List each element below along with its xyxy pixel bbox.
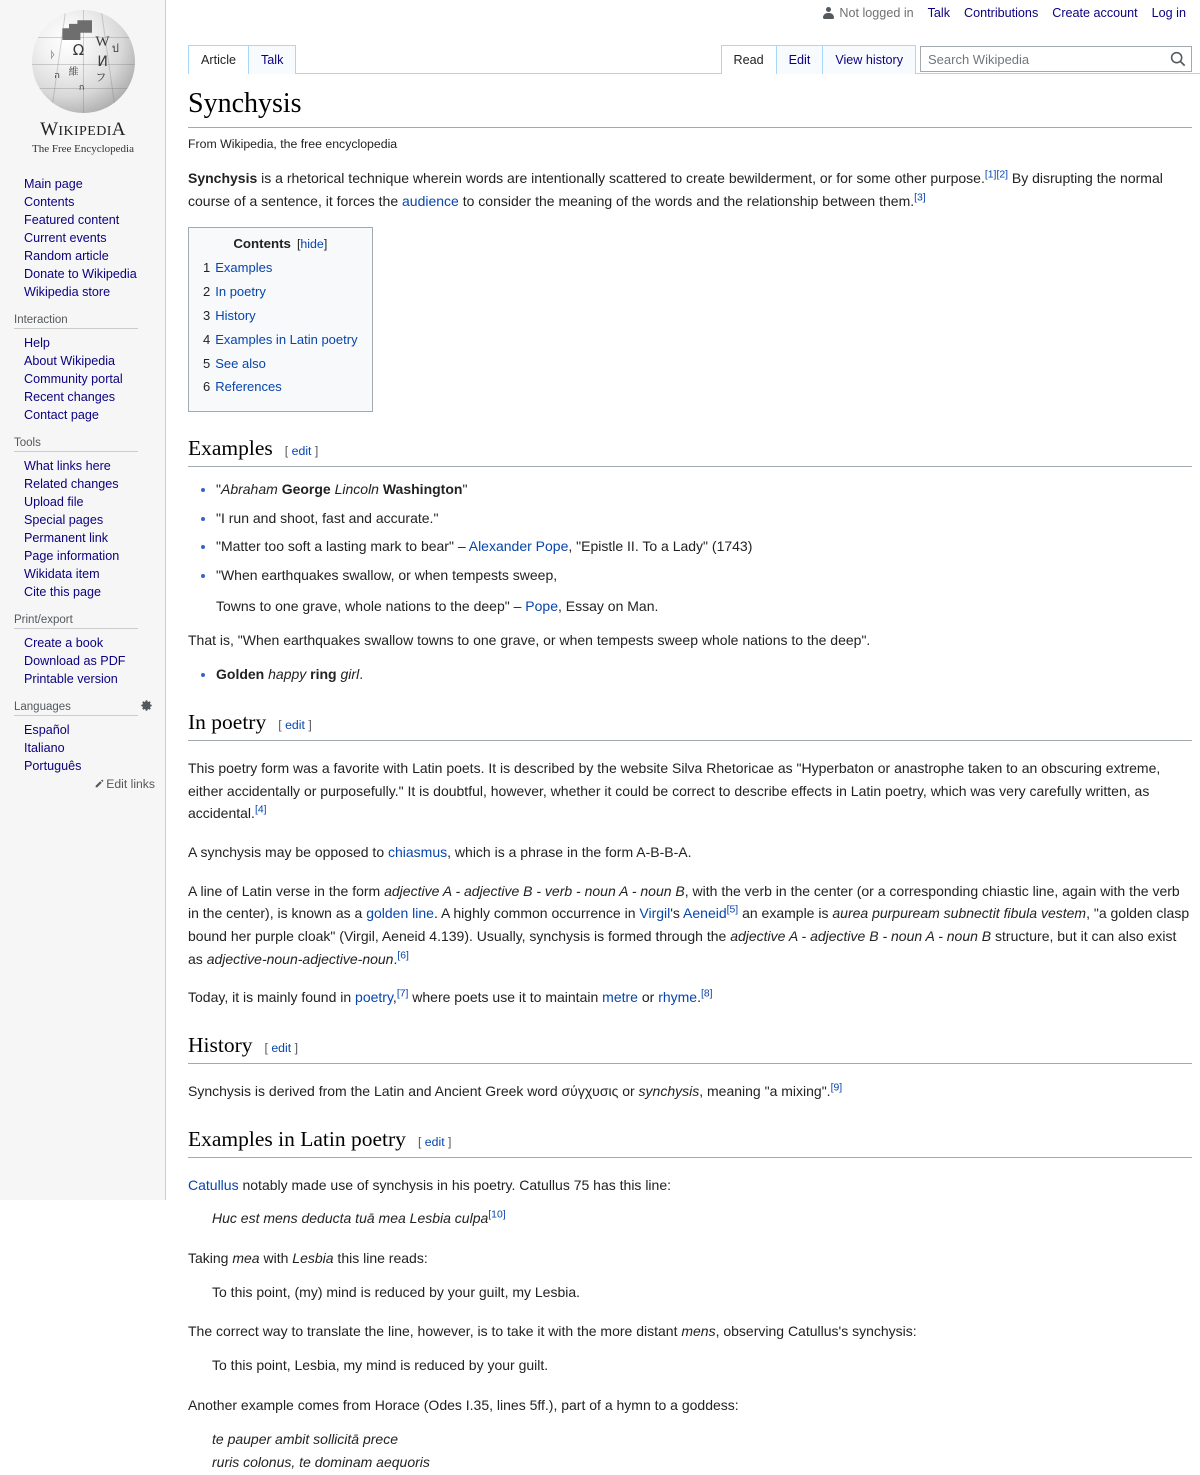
sidebar-heading-languages: Languages (14, 701, 138, 716)
section-heading-examples (188, 436, 1192, 467)
in-poetry-paragraph-1: This poetry form was a favorite with Latin poets. It is described by the website Silva Rhetoricae as "Hyperbaton or anastrophe taken to an obscuring extreme, either accidentally or purposefully." It is doubtful, however, whether it could be correct to describe effects in Latin poetry, which was very carefully written, as accidental.[4] (188, 759, 1161, 822)
sidebar-item-help[interactable]: Help (24, 336, 50, 350)
list-item (0, 228, 165, 246)
toc-item-3[interactable]: 3 History (203, 307, 256, 323)
latin-paragraph-3: The correct way to translate the line, however, is to take it with the more distant mens, observing Catullus's synchysis: (188, 1323, 917, 1340)
list-item (0, 369, 165, 387)
sidebar-item-printable-version[interactable]: Printable version (24, 672, 118, 686)
sidebar-item-community-portal[interactable]: Community portal (24, 372, 123, 386)
site-subtitle: From Wikipedia, the free encyclopedia (188, 137, 398, 151)
search-input[interactable] (920, 46, 1192, 72)
sidebar-print-export-list (0, 633, 165, 687)
toc-item-6[interactable]: 6 References (203, 379, 282, 395)
toc-item-2[interactable]: 2 In poetry (203, 284, 266, 300)
link-aeneid[interactable]: Aeneid (683, 905, 727, 922)
list-item: • "I run and shoot, fast and accurate." (216, 507, 1192, 530)
heading-text: Examples in Latin poetry (188, 1126, 406, 1151)
sidebar-navigation-portal (0, 174, 165, 300)
sidebar-item-special-pages[interactable]: Special pages (24, 513, 104, 527)
sidebar-heading-interaction: Interaction (14, 314, 138, 329)
sidebar-languages-portal (0, 701, 165, 791)
toc-list (203, 258, 358, 398)
list-item: • "Abraham George Lincoln Washington" (216, 478, 1192, 501)
sidebar-item-contact-page[interactable]: Contact page (24, 408, 99, 422)
list-item (0, 756, 165, 774)
wikipedia-logo[interactable] (0, 0, 166, 160)
examples-list (188, 478, 1192, 617)
list-item (0, 738, 165, 756)
personal-link-talk[interactable]: Talk (927, 6, 951, 20)
toc-hide-link[interactable]: hide (300, 237, 324, 252)
sidebar-interaction-portal (0, 314, 165, 423)
reference-7[interactable]: [7] (396, 988, 409, 1000)
in-poetry-paragraph-2: A synchysis may be opposed to chiasmus, which is a phrase in the form A-B-B-A. (188, 843, 692, 860)
tagline: The Free Encyclopedia (31, 143, 134, 155)
reference-10[interactable]: [10] (488, 1209, 506, 1221)
list-item (0, 720, 165, 738)
list-item: • Golden happy ring girl. (216, 663, 1192, 686)
reference-1[interactable]: [1] (984, 169, 997, 181)
edit-section-examples-latin[interactable]: [ edit ] (417, 1134, 452, 1149)
gear-icon[interactable] (140, 699, 153, 712)
list-item (0, 333, 165, 351)
in-poetry-paragraph-4: Today, it is mainly found in poetry,[7] where poets use it to maintain metre or rhyme.[8] (188, 988, 713, 1006)
sidebar-item-contents[interactable]: Contents (24, 195, 75, 209)
edit-link[interactable]: edit (291, 444, 312, 459)
list-item (0, 546, 165, 564)
section-heading-in-poetry (188, 710, 1192, 741)
sidebar-heading-tools: Tools (14, 437, 138, 452)
list-item (0, 474, 165, 492)
latin-quote-3: To this point, Lesbia, my mind is reduced by your guilt. (212, 1357, 549, 1374)
sidebar-tools-portal (0, 437, 165, 600)
wordmark: WIKIPEDIA (40, 119, 126, 140)
reference-3[interactable]: [3] (914, 192, 926, 204)
sidebar-heading-print-export: Print/export (14, 614, 138, 629)
latin-quote-4-line-1: te pauper ambit sollicitā prece (212, 1430, 398, 1447)
sidebar-item-related-changes[interactable]: Related changes (24, 477, 119, 491)
list-item (0, 510, 165, 528)
toc-link-examples[interactable]: Examples (215, 260, 273, 276)
list-item (0, 174, 165, 192)
link-rhyme[interactable]: rhyme (658, 989, 698, 1006)
latin-quote-1: Huc est mens deducta tuā mea Lesbia culpa[10] (212, 1209, 506, 1227)
toc-title: Contents (233, 236, 291, 252)
tab-article[interactable]: Article (188, 45, 249, 74)
list-item (0, 246, 165, 264)
link-chiasmus[interactable]: chiasmus (388, 843, 448, 860)
reference-8[interactable]: [8] (700, 988, 713, 1000)
link-poetry[interactable]: poetry (355, 989, 393, 1006)
edit-links-button[interactable] (0, 777, 165, 791)
heading-text: Examples (188, 436, 273, 461)
sidebar-item-lang-portugues[interactable]: Português (24, 759, 82, 773)
content-region (166, 0, 1200, 1471)
latin-quote-4-line-2: ruris colonus, te dominam aequoris (212, 1454, 430, 1471)
latin-quote-2: To this point, (my) mind is reduced by your guilt, my Lesbia. (212, 1283, 581, 1300)
lead-part1: is a rhetorical technique wherein words are intentionally scattered to create bewilderment, or for some other purpose. (257, 170, 985, 186)
sidebar-item-cite-this-page[interactable]: Cite this page (24, 585, 102, 599)
tab-view-history[interactable]: View history (822, 45, 916, 74)
list-item (0, 669, 165, 687)
lead-paragraph (188, 167, 1192, 212)
list-item (0, 351, 165, 369)
sidebar-item-create-a-book[interactable]: Create a book (24, 636, 104, 650)
list-item (0, 192, 165, 210)
reference-6[interactable]: [6] (397, 949, 409, 961)
sidebar-item-upload-file[interactable]: Upload file (24, 495, 84, 509)
examples-list-2 (188, 663, 1192, 686)
latin-paragraph-1: Catullus notably made use of synchysis in his poetry. Catullus 75 has this line: (188, 1176, 672, 1193)
section-heading-examples-latin-poetry (188, 1127, 1192, 1158)
list-item (0, 282, 165, 300)
sidebar-item-featured-content[interactable]: Featured content (24, 213, 120, 227)
link-virgil[interactable]: Virgil (639, 905, 671, 922)
link-audience[interactable]: audience (402, 192, 459, 209)
toc-item-4[interactable]: 4 Examples in Latin poetry (203, 331, 358, 347)
lead-bold-term: Synchysis (188, 170, 258, 186)
link-golden-line[interactable]: golden line (366, 905, 434, 922)
edit-links-label: Edit links (106, 777, 155, 791)
sidebar-item-about-wikipedia[interactable]: About Wikipedia (24, 354, 116, 368)
list-item (0, 492, 165, 510)
list-item (0, 564, 165, 582)
search-form (920, 46, 1192, 72)
sidebar-item-lang-italiano[interactable]: Italiano (24, 741, 65, 755)
sidebar-item-page-information[interactable]: Page information (24, 549, 120, 563)
link-pope[interactable]: Pope (525, 597, 558, 614)
sidebar-item-current-events[interactable]: Current events (24, 231, 107, 245)
heading-text: In poetry (188, 709, 267, 734)
section-heading-history (188, 1033, 1192, 1064)
link-catullus[interactable]: Catullus (188, 1176, 239, 1193)
tab-read[interactable]: Read (721, 45, 777, 74)
in-poetry-paragraph-3: A line of Latin verse in the form adjective A - adjective B - verb - noun A - noun B, with the verb in the center (or a corresponding chiastic line, again with the verb in the center), is known as a golden line. A highly common occurrence in Virgil's Aeneid[5] an example is aurea purpuream subnectit fibula vestem, "a golden clasp bound her purple cloak" (Virgil, Aeneid 4.139). Usually, synchysis is formed through the adjective A - adjective B - noun A - noun B structure, but it can also exist as adjective-noun-adjective-noun.[6] (188, 882, 1190, 967)
lead-part3: to consider the meaning of the words and the relationship between them. (458, 192, 915, 209)
sidebar-navigation-list (0, 174, 165, 300)
link-metre[interactable]: metre (602, 989, 638, 1006)
sidebar-tools-list (0, 456, 165, 600)
view-tabs (721, 44, 915, 74)
namespace-tabs (188, 44, 295, 74)
reference-9[interactable]: [9] (830, 1082, 843, 1094)
sidebar-languages-list (0, 720, 165, 774)
toc-title-row (203, 236, 358, 251)
list-item (0, 387, 165, 405)
quote-continuation: Towns to one grave, whole nations to the deep" – Pope, Essay on Man. (216, 597, 659, 614)
sidebar-interaction-list (0, 333, 165, 423)
tab-edit[interactable]: Edit (776, 45, 824, 74)
sidebar-item-random-article[interactable]: Random article (24, 249, 109, 263)
edit-link[interactable]: edit (271, 1040, 292, 1055)
toc-link-see-also[interactable]: See also (215, 355, 266, 371)
latin-paragraph-4: Another example comes from Horace (Odes I.35, lines 5ff.), part of a hymn to a goddess: (188, 1396, 739, 1413)
toc-link-examples-latin[interactable]: Examples in Latin poetry (215, 331, 358, 347)
sidebar (0, 0, 166, 1200)
list-item (0, 528, 165, 546)
toc-toggle[interactable]: [hide] (296, 237, 328, 252)
sidebar-item-lang-espanol[interactable]: Español (24, 723, 70, 737)
article-body (188, 86, 1192, 1475)
pencil-icon (94, 778, 105, 789)
list-item (0, 405, 165, 423)
toc-item-5[interactable]: 5 See also (203, 355, 266, 371)
table-of-contents (188, 227, 373, 412)
reference-2[interactable]: [2] (996, 169, 1008, 181)
sidebar-item-donate[interactable]: Donate to Wikipedia (24, 267, 137, 281)
list-item (0, 582, 165, 600)
sidebar-item-permanent-link[interactable]: Permanent link (24, 531, 108, 545)
list-item (0, 633, 165, 651)
toc-item-1[interactable]: 1 Examples (203, 260, 273, 276)
sidebar-item-recent-changes[interactable]: Recent changes (24, 390, 116, 404)
list-item (0, 651, 165, 669)
sidebar-item-what-links-here[interactable]: What links here (24, 459, 111, 473)
edit-link[interactable]: edit (424, 1134, 445, 1149)
search-icon[interactable] (1169, 50, 1187, 68)
not-logged-in-label: Not logged in (839, 6, 914, 20)
edit-link[interactable]: edit (285, 717, 305, 732)
heading-text: History (188, 1032, 253, 1057)
toc-link-history[interactable]: History (215, 307, 256, 323)
edit-section-in-poetry[interactable]: [ edit ] (278, 717, 312, 732)
reference-5[interactable]: [5] (726, 904, 739, 916)
list-item (0, 456, 165, 474)
latin-paragraph-2: Taking mea with Lesbia this line reads: (188, 1250, 428, 1267)
list-item (0, 264, 165, 282)
edit-section-history[interactable]: [ edit ] (264, 1040, 299, 1055)
personal-link-contributions[interactable]: Contributions (964, 6, 1039, 20)
tab-talk[interactable]: Talk (248, 45, 296, 74)
sidebar-print-export-portal (0, 614, 165, 687)
wikipedia-globe-icon: Ω W И ᚦ 維 フ ป ה ก (32, 10, 135, 113)
edit-section-examples[interactable]: [ edit ] (284, 444, 319, 459)
lead-part2: By disrupting the normal course of a sentence, it forces the (188, 170, 1163, 209)
list-item (0, 210, 165, 228)
sidebar-item-wikidata-item[interactable]: Wikidata item (24, 567, 100, 581)
list-item: • "When earthquakes swallow, or when tempests sweep, Towns to one grave, whole nations to the deep" – Pope, Essay on Man. (216, 564, 1192, 617)
reference-4[interactable]: [4] (254, 804, 267, 816)
tabs-underline (188, 73, 1200, 74)
page-title: Synchysis (188, 86, 1192, 128)
personal-link-create-account[interactable]: Create account (1052, 6, 1138, 20)
toc-link-in-poetry[interactable]: In poetry (215, 284, 266, 300)
sidebar-item-main-page[interactable]: Main page (24, 177, 83, 191)
link-alexander-pope[interactable]: Alexander Pope (468, 538, 569, 555)
list-item: • "Matter too soft a lasting mark to bear" – Alexander Pope, "Epistle II. To a Lady" (1743) (216, 535, 1192, 558)
examples-paraphrase: That is, "When earthquakes swallow towns to one grave, or when tempests sweep whole nations to the deep". (188, 632, 871, 649)
personal-link-log-in[interactable]: Log in (1151, 6, 1186, 20)
sidebar-item-wikipedia-store[interactable]: Wikipedia store (24, 285, 111, 299)
history-paragraph: Synchysis is derived from the Latin and Ancient Greek word σύγχυσις or synchysis, meaning "a mixing".[9] (188, 1082, 843, 1099)
latin-quote-4 (212, 1428, 1192, 1475)
toc-link-references[interactable]: References (215, 379, 282, 395)
sidebar-item-download-as-pdf[interactable]: Download as PDF (24, 654, 126, 668)
